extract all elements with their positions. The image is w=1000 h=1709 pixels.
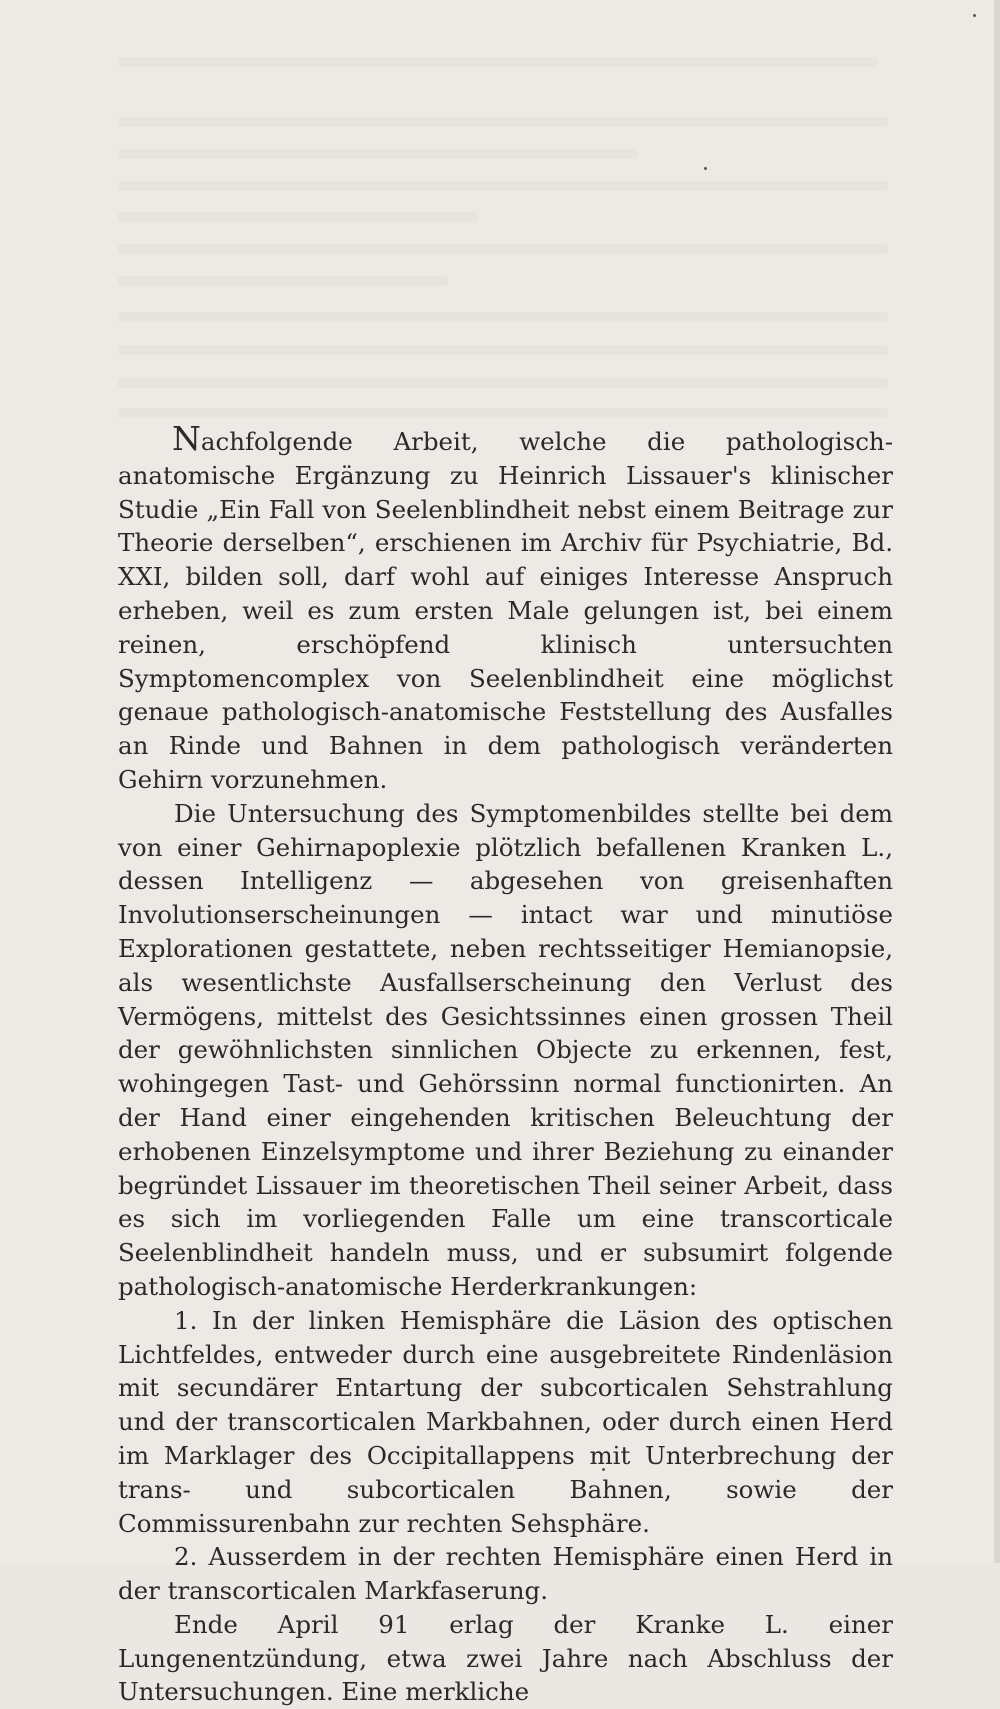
page-edge	[994, 0, 1000, 1563]
show-through-line	[118, 57, 878, 67]
show-through-line	[118, 312, 888, 322]
show-through-line	[118, 345, 888, 355]
show-through-line	[118, 408, 888, 418]
show-through-line	[118, 149, 638, 159]
show-through-line	[118, 378, 888, 388]
paper-speck	[704, 167, 707, 170]
initial-letter: N	[172, 419, 201, 458]
show-through-line	[118, 276, 448, 286]
show-through-line	[118, 117, 888, 127]
paragraph-death: Ende April 91 erlag der Kranke L. einer Lungenentzündung, etwa zwei Jahre nach Abschluss der Untersuchungen. Eine merkliche	[118, 1609, 893, 1707]
show-through-line	[118, 212, 478, 222]
paragraph-symptoms: Die Untersuchung des Symptomenbildes stellte bei dem von einer Gehirnapoplexie plötzlich befallenen Kranken L., dessen Intelligenz — abgesehen von greisenhaften Involutionserscheinungen — intact war und minutiöse Explorationen gestattete, neben rechtsseitiger Hemianopsie, als wesentlichste Ausfallserscheinung den Verlust des Vermögens, mittelst des Gesichtssinnes einen grossen Theil der gewöhnlichsten sinnlichen Objecte zu erkennen, fest, wohingegen Tast- und Gehörssinn normal functionirten. An der Hand einer eingehenden kritischen Beleuchtung der erhobenen Einzelsymptome und ihrer Beziehung zu einander begründet Lissauer im theoretischen Theil seiner Arbeit, dass es sich im vorliegenden Falle um eine transcorticale Seelenblindheit handeln muss, und er subsumirt folgende pathologisch-anatomische Herderkrankungen:	[118, 798, 893, 1301]
list-item-2: 2. Ausserdem in der rechten Hemisphäre einen Herd in der transcorticalen Markfaserung.	[118, 1542, 893, 1606]
paragraph-intro	[118, 419, 893, 797]
list-item-1: 1. In der linken Hemisphäre die Läsion des optischen Lichtfeldes, entweder durch eine ausgebreitete Rindenläsion mit secundärer Entartung der subcorticalen Sehstrahlung und der transcorticalen Markbahnen, oder durch einen Herd im Marklager des Occipitallappens mit Unterbrechung der trans- und subcorticalen Bahnen, sowie der Commissurenbahn zur rechten Sehsphäre.	[118, 1305, 893, 1538]
show-through-line	[118, 181, 888, 191]
paper-speck	[973, 14, 976, 17]
body-text	[118, 419, 893, 1709]
paragraph-text: achfolgende Arbeit, welche die pathologisch-anatomische Ergänzung zu Heinrich Lissauer's klinischer Studie „Ein Fall von Seelenblindheit nebst einem Beitrage zur Theorie derselben“, erschienen im Archiv für Psychiatrie, Bd. XXI, bilden soll, darf wohl auf einiges Interesse Anspruch erheben, weil es zum ersten Male gelungen ist, bei einem reinen, erschöpfend klinisch untersuchten Symptomencomplex von Seelenblindheit eine möglichst genaue pathologisch-anatomische Feststellung des Ausfalles an Rinde und Bahnen in dem pathologisch veränderten Gehirn vorzunehmen.	[118, 427, 893, 794]
show-through-line	[118, 244, 888, 254]
